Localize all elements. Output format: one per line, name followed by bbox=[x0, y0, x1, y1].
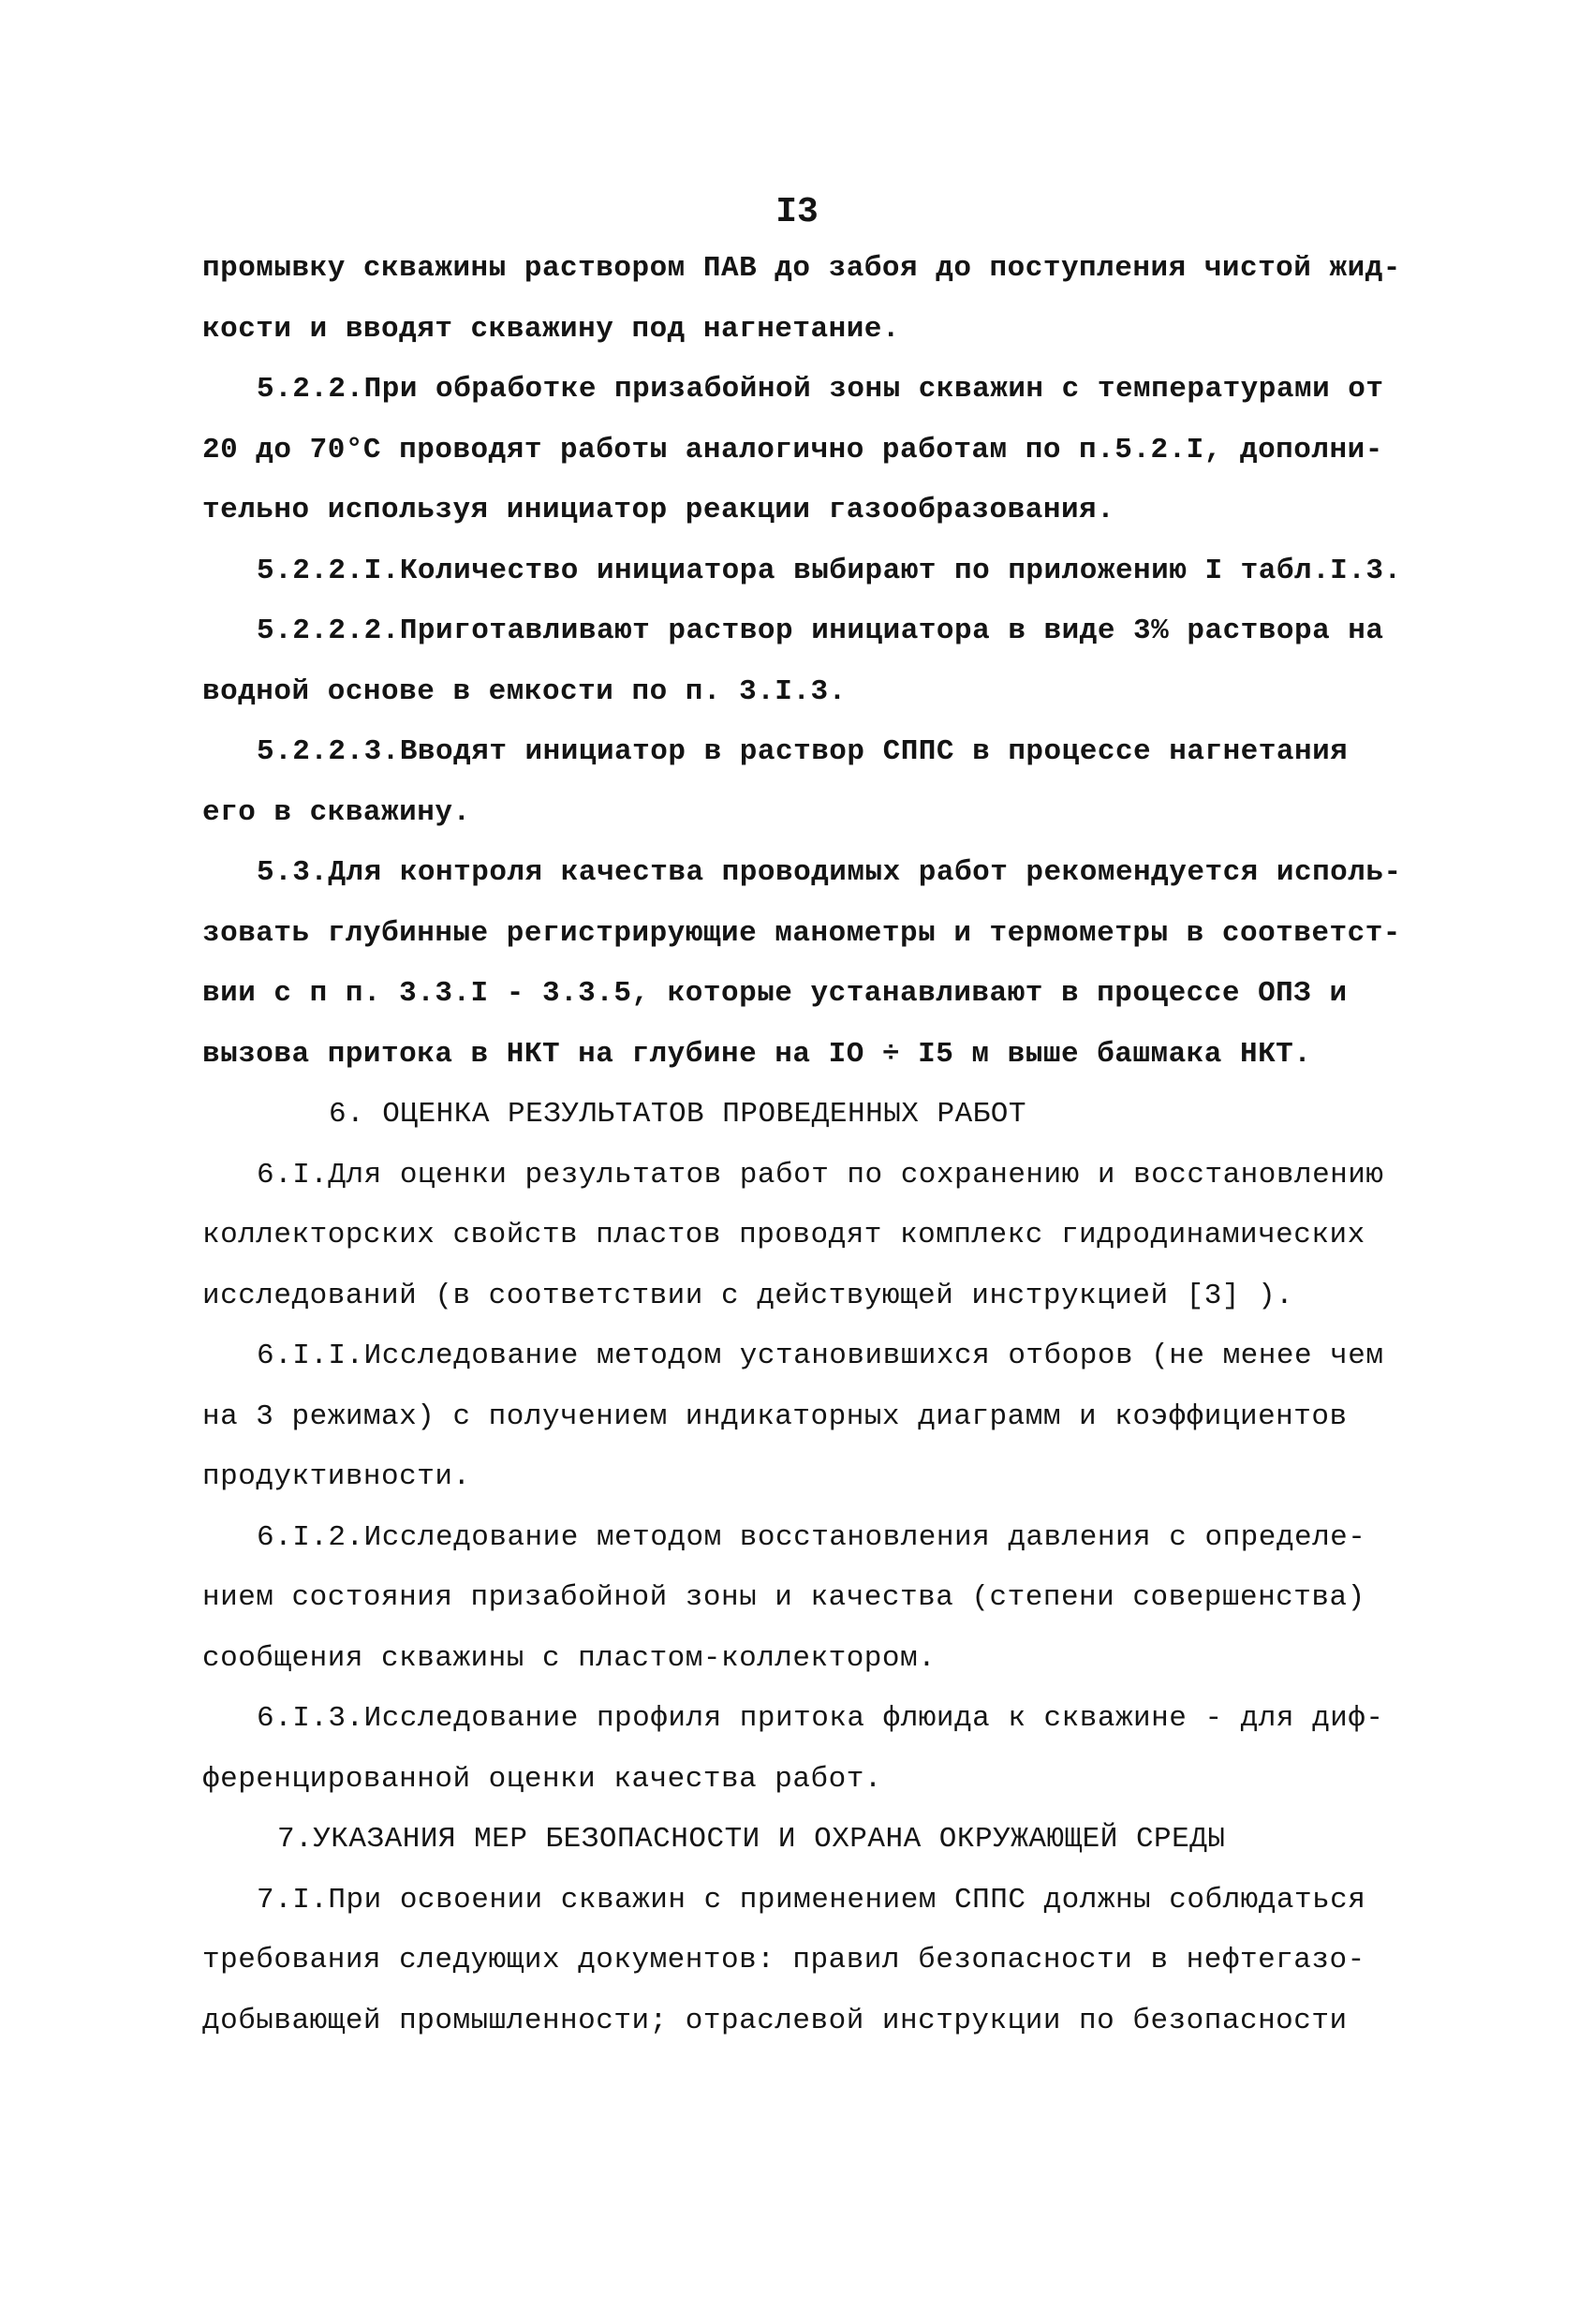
text-line: тельно используя инициатор реакции газообразования. bbox=[202, 494, 1115, 526]
text-line: на 3 режимах) с получением индикаторных диаграмм и коэффициентов bbox=[202, 1399, 1348, 1433]
text-line: 5.2.2.При обработке призабойной зоны скважин с температурами от bbox=[257, 373, 1384, 406]
section-heading: 6. ОЦЕНКА РЕЗУЛЬТАТОВ ПРОВЕДЕННЫХ РАБОТ bbox=[329, 1098, 1027, 1131]
text-line: 5.2.2.3.Вводят инициатор в раствор СППС в процессе нагнетания bbox=[257, 735, 1349, 768]
page-number: I3 bbox=[775, 192, 819, 232]
text-line: добывающей промышленности; отраслевой инструкции по безопасности bbox=[202, 2004, 1348, 2037]
text-line: кости и вводят скважину под нагнетание. bbox=[202, 312, 901, 346]
text-line: 6.I.3.Исследование профиля притока флюида к скважине - для диф- bbox=[257, 1702, 1384, 1735]
text-line: промывку скважины раствором ПАВ до забоя до поступления чистой жид- bbox=[202, 252, 1401, 285]
section-heading: 7.УКАЗАНИЯ МЕР БЕЗОПАСНОСТИ И ОХРАНА ОКРУЖАЮЩЕЙ СРЕДЫ bbox=[277, 1823, 1226, 1856]
text-line: 5.3.Для контроля качества проводимых работ рекомендуется исполь- bbox=[257, 856, 1402, 889]
text-line: 6.I.Для оценки результатов работ по сохранению и восстановлению bbox=[257, 1158, 1384, 1192]
text-line: требования следующих документов: правил безопасности в нефтегазо- bbox=[202, 1944, 1365, 1976]
text-line: сообщения скважины с пластом-коллектором. bbox=[202, 1641, 937, 1675]
text-line: 6.I.I.Исследование методом установившихся отборов (не менее чем bbox=[257, 1340, 1384, 1372]
text-line: 20 до 70°С проводят работы аналогично работам по п.5.2.I, дополни- bbox=[202, 433, 1383, 466]
text-line: исследований (в соответствии с действующей инструкцией [3] ). bbox=[202, 1279, 1294, 1312]
text-line: ференцированной оценки качества работ. bbox=[202, 1762, 882, 1796]
text-line: 7.I.При освоении скважин с применением СППС должны соблюдаться bbox=[257, 1883, 1366, 1917]
text-line: водной основе в емкости по п. 3.I.3. bbox=[202, 674, 847, 708]
text-line: вызова притока в НКТ на глубине на IO ÷ I5 м выше башмака НКТ. bbox=[202, 1037, 1312, 1071]
text-line: его в скважину. bbox=[202, 795, 471, 829]
text-line: зовать глубинные регистрирующие манометры и термометры в соответст- bbox=[202, 916, 1401, 950]
text-line: 5.2.2.I.Количество инициатора выбирают по приложению I табл.I.3. bbox=[257, 554, 1402, 587]
text-line: 5.2.2.2.Приготавливают раствор инициатора в виде 3% раствора на bbox=[257, 614, 1384, 647]
text-line: вии с п п. 3.3.I - 3.3.5, которые устанавливают в процессе ОПЗ и bbox=[202, 977, 1348, 1010]
text-line: коллекторских свойств пластов проводят комплекс гидродинамических bbox=[202, 1219, 1365, 1251]
text-line: продуктивности. bbox=[202, 1460, 471, 1493]
text-line: 6.I.2.Исследование методом восстановления давления с определе- bbox=[257, 1520, 1366, 1554]
text-line: нием состояния призабойной зоны и качества (степени совершенства) bbox=[202, 1581, 1365, 1614]
document-body bbox=[202, 239, 1420, 2051]
